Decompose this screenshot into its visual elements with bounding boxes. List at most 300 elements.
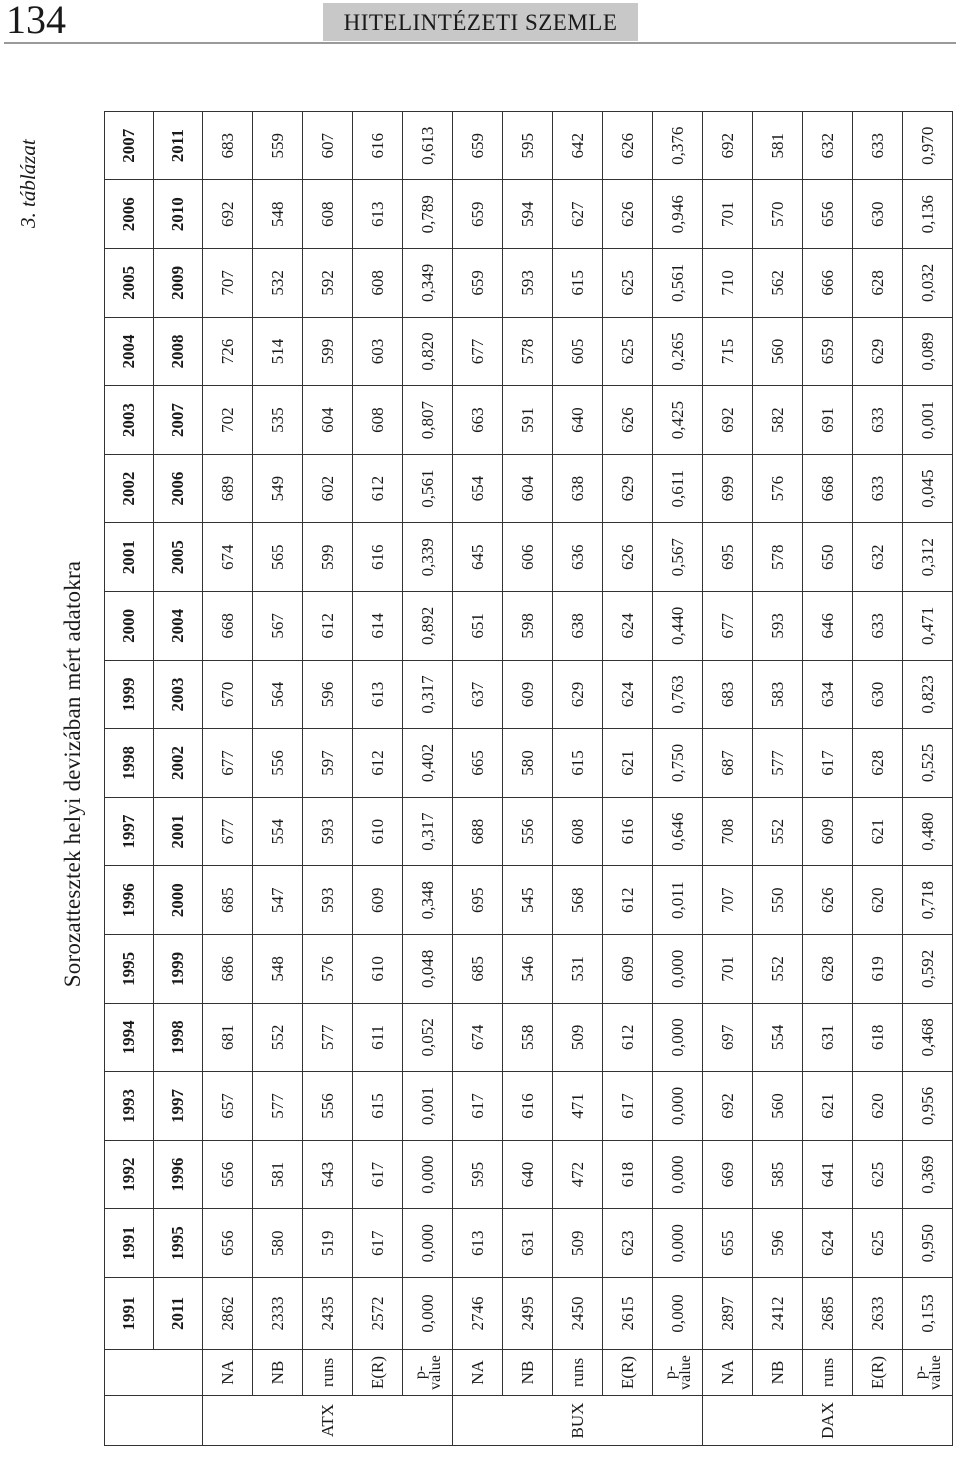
value-cell: 577 — [253, 1072, 303, 1141]
value-cell: 0,000 — [653, 1278, 703, 1350]
value-cell: 609 — [503, 660, 553, 729]
value-cell: 637 — [453, 660, 503, 729]
journal-title: HITELINTÉZETI SZEMLE — [343, 10, 618, 35]
value-cell: 0,970 — [903, 111, 953, 180]
header-start-year: 2007 — [105, 111, 154, 180]
value-cell: 625 — [853, 1209, 903, 1278]
value-cell: 605 — [553, 317, 603, 386]
header-start-year: 2003 — [105, 386, 154, 455]
value-cell: 0,823 — [903, 660, 953, 729]
value-cell: 616 — [503, 1072, 553, 1141]
value-cell: 595 — [503, 111, 553, 180]
value-cell: 609 — [803, 797, 853, 866]
value-cell: 548 — [253, 180, 303, 249]
value-cell: 629 — [603, 454, 653, 523]
value-cell: 602 — [303, 454, 353, 523]
value-cell: 617 — [803, 729, 853, 798]
value-cell: 608 — [353, 386, 403, 455]
value-cell: 618 — [603, 1140, 653, 1209]
value-cell: 646 — [803, 592, 853, 661]
value-cell: 514 — [253, 317, 303, 386]
header-row-start-years — [105, 111, 154, 1445]
value-cell: 641 — [803, 1140, 853, 1209]
value-cell: 631 — [503, 1209, 553, 1278]
value-cell: 0,718 — [903, 866, 953, 935]
value-cell: 657 — [203, 1072, 253, 1141]
value-cell: 677 — [453, 317, 503, 386]
value-cell: 0,000 — [403, 1140, 453, 1209]
value-cell: 0,001 — [903, 386, 953, 455]
value-cell: 0,032 — [903, 249, 953, 318]
value-cell: 577 — [303, 1003, 353, 1072]
value-cell: 609 — [353, 866, 403, 935]
metric-label-cell: NA — [203, 1350, 253, 1396]
table-row — [603, 111, 653, 1445]
value-cell: 596 — [303, 660, 353, 729]
value-cell: 621 — [803, 1072, 853, 1141]
value-cell: 697 — [703, 1003, 753, 1072]
value-cell: 519 — [303, 1209, 353, 1278]
header-end-year: 2008 — [154, 317, 203, 386]
value-cell: 0,045 — [903, 454, 953, 523]
table-row — [203, 111, 253, 1445]
value-cell: 627 — [553, 180, 603, 249]
value-cell: 0,000 — [653, 935, 703, 1004]
value-cell: 626 — [603, 523, 653, 592]
value-cell: 594 — [503, 180, 553, 249]
value-cell: 636 — [553, 523, 603, 592]
table-row — [253, 111, 303, 1445]
value-cell: 2412 — [753, 1278, 803, 1350]
value-cell: 701 — [703, 180, 753, 249]
value-cell: 0,376 — [653, 111, 703, 180]
value-cell: 655 — [703, 1209, 753, 1278]
value-cell: 565 — [253, 523, 303, 592]
metric-label-cell: p- value — [903, 1350, 953, 1396]
value-cell: 0,946 — [653, 180, 703, 249]
value-cell: 582 — [753, 386, 803, 455]
value-cell: 581 — [253, 1140, 303, 1209]
value-cell: 614 — [353, 592, 403, 661]
value-cell: 651 — [453, 592, 503, 661]
value-cell: 0,000 — [403, 1209, 453, 1278]
value-cell: 633 — [853, 592, 903, 661]
value-cell: 659 — [803, 317, 853, 386]
value-cell: 624 — [603, 660, 653, 729]
value-cell: 599 — [303, 523, 353, 592]
metric-label-cell: runs — [553, 1350, 603, 1396]
header-start-year: 1997 — [105, 797, 154, 866]
value-cell: 617 — [453, 1072, 503, 1141]
value-cell: 626 — [803, 866, 853, 935]
value-cell: 556 — [303, 1072, 353, 1141]
value-cell: 686 — [203, 935, 253, 1004]
index-name-cell — [353, 1396, 403, 1446]
value-cell: 692 — [703, 1072, 753, 1141]
index-name-cell — [403, 1396, 453, 1446]
value-cell: 629 — [553, 660, 603, 729]
value-cell: 2495 — [503, 1278, 553, 1350]
header-end-year: 2006 — [154, 454, 203, 523]
header-end-year: 2000 — [154, 866, 203, 935]
value-cell: 603 — [353, 317, 403, 386]
value-cell: 0,312 — [903, 523, 953, 592]
value-cell: 632 — [853, 523, 903, 592]
header-corner-cell — [154, 1350, 203, 1396]
value-cell: 685 — [203, 866, 253, 935]
header-row-end-years — [154, 111, 203, 1445]
value-cell: 593 — [303, 866, 353, 935]
value-cell: 670 — [203, 660, 253, 729]
value-cell: 0,348 — [403, 866, 453, 935]
value-cell: 2615 — [603, 1278, 653, 1350]
value-cell: 699 — [703, 454, 753, 523]
value-cell: 702 — [203, 386, 253, 455]
value-cell: 665 — [453, 729, 503, 798]
value-cell: 2435 — [303, 1278, 353, 1350]
value-cell: 715 — [703, 317, 753, 386]
value-cell: 578 — [503, 317, 553, 386]
header-start-year: 1991 — [105, 1278, 154, 1350]
table-row — [353, 111, 403, 1445]
value-cell: 707 — [203, 249, 253, 318]
value-cell: 0,011 — [653, 866, 703, 935]
header-corner-cell — [105, 1350, 154, 1396]
value-cell: 0,402 — [403, 729, 453, 798]
value-cell: 0,820 — [403, 317, 453, 386]
value-cell: 604 — [503, 454, 553, 523]
index-name-cell — [853, 1396, 903, 1446]
value-cell: 581 — [753, 111, 803, 180]
table-row — [903, 111, 953, 1445]
value-cell: 2746 — [453, 1278, 503, 1350]
value-cell: 0,153 — [903, 1278, 953, 1350]
value-cell: 0,048 — [403, 935, 453, 1004]
metric-label-cell: NB — [503, 1350, 553, 1396]
value-cell: 656 — [203, 1140, 253, 1209]
header-corner-cell — [105, 1396, 154, 1446]
header-end-year: 2011 — [154, 1278, 203, 1350]
value-cell: 554 — [753, 1003, 803, 1072]
value-cell: 692 — [703, 386, 753, 455]
table-row — [703, 111, 753, 1445]
value-cell: 556 — [503, 797, 553, 866]
header-start-year: 1999 — [105, 660, 154, 729]
value-cell: 618 — [853, 1003, 903, 1072]
value-cell: 598 — [503, 592, 553, 661]
header-end-year: 2005 — [154, 523, 203, 592]
value-cell: 610 — [353, 935, 403, 1004]
value-cell: 471 — [553, 1072, 603, 1141]
header-end-year: 2010 — [154, 180, 203, 249]
value-cell: 612 — [353, 729, 403, 798]
table-row — [553, 111, 603, 1445]
metric-label-cell: runs — [303, 1350, 353, 1396]
runs-test-table — [104, 111, 953, 1446]
value-cell: 659 — [453, 249, 503, 318]
value-cell: 640 — [503, 1140, 553, 1209]
index-name-cell — [653, 1396, 703, 1446]
header-end-year: 2011 — [154, 111, 203, 180]
value-cell: 552 — [753, 797, 803, 866]
value-cell: 688 — [453, 797, 503, 866]
value-cell: 681 — [203, 1003, 253, 1072]
index-name-cell — [503, 1396, 553, 1446]
value-cell: 547 — [253, 866, 303, 935]
value-cell: 668 — [203, 592, 253, 661]
journal-header-band — [323, 3, 638, 41]
value-cell: 0,468 — [903, 1003, 953, 1072]
value-cell: 570 — [753, 180, 803, 249]
value-cell: 623 — [603, 1209, 653, 1278]
header-start-year: 1993 — [105, 1072, 154, 1141]
header-start-year: 1991 — [105, 1209, 154, 1278]
table-row — [403, 111, 453, 1445]
value-cell: 0,425 — [653, 386, 703, 455]
value-cell: 634 — [803, 660, 853, 729]
value-cell: 580 — [253, 1209, 303, 1278]
index-name-cell — [603, 1396, 653, 1446]
value-cell: 626 — [603, 111, 653, 180]
value-cell: 674 — [453, 1003, 503, 1072]
table-row — [503, 111, 553, 1445]
value-cell: 638 — [553, 592, 603, 661]
value-cell: 628 — [803, 935, 853, 1004]
table-caption: Sorozattesztek helyi devizában mért adatokra — [60, 560, 85, 988]
value-cell: 552 — [253, 1003, 303, 1072]
value-cell: 2572 — [353, 1278, 403, 1350]
header-start-year: 2000 — [105, 592, 154, 661]
value-cell: 532 — [253, 249, 303, 318]
value-cell: 608 — [553, 797, 603, 866]
value-cell: 632 — [803, 111, 853, 180]
value-cell: 659 — [453, 180, 503, 249]
value-cell: 656 — [803, 180, 853, 249]
value-cell: 593 — [753, 592, 803, 661]
table-row — [753, 111, 803, 1445]
value-cell: 640 — [553, 386, 603, 455]
value-cell: 531 — [553, 935, 603, 1004]
header-start-year: 1992 — [105, 1140, 154, 1209]
value-cell: 535 — [253, 386, 303, 455]
table-row — [803, 111, 853, 1445]
value-cell: 0,052 — [403, 1003, 453, 1072]
value-cell: 685 — [453, 935, 503, 1004]
value-cell: 677 — [203, 797, 253, 866]
value-cell: 677 — [203, 729, 253, 798]
value-cell: 556 — [253, 729, 303, 798]
value-cell: 560 — [753, 1072, 803, 1141]
index-name-cell: ATX — [303, 1396, 353, 1446]
metric-label-cell: E(R) — [353, 1350, 403, 1396]
value-cell: 0,750 — [653, 729, 703, 798]
metric-label-cell: p- value — [653, 1350, 703, 1396]
value-cell: 666 — [803, 249, 853, 318]
value-cell: 2897 — [703, 1278, 753, 1350]
value-cell: 548 — [253, 935, 303, 1004]
page-number: 134 — [6, 0, 66, 42]
value-cell: 612 — [303, 592, 353, 661]
value-cell: 0,440 — [653, 592, 703, 661]
value-cell: 592 — [303, 249, 353, 318]
value-cell: 554 — [253, 797, 303, 866]
value-cell: 613 — [353, 180, 403, 249]
value-cell: 0,567 — [653, 523, 703, 592]
value-cell: 612 — [603, 866, 653, 935]
value-cell: 2450 — [553, 1278, 603, 1350]
value-cell: 593 — [303, 797, 353, 866]
value-cell: 567 — [253, 592, 303, 661]
value-cell: 0,000 — [403, 1278, 453, 1350]
value-cell: 612 — [353, 454, 403, 523]
header-start-year: 1995 — [105, 935, 154, 1004]
value-cell: 583 — [753, 660, 803, 729]
value-cell: 576 — [303, 935, 353, 1004]
value-cell: 591 — [503, 386, 553, 455]
value-cell: 0,789 — [403, 180, 453, 249]
header-end-year: 2009 — [154, 249, 203, 318]
value-cell: 625 — [603, 249, 653, 318]
value-cell: 564 — [253, 660, 303, 729]
value-cell: 613 — [453, 1209, 503, 1278]
value-cell: 593 — [503, 249, 553, 318]
value-cell: 633 — [853, 454, 903, 523]
value-cell: 624 — [803, 1209, 853, 1278]
index-name-cell — [703, 1396, 753, 1446]
header-start-year: 2004 — [105, 317, 154, 386]
value-cell: 669 — [703, 1140, 753, 1209]
value-cell: 0,317 — [403, 797, 453, 866]
value-cell: 611 — [353, 1003, 403, 1072]
header-start-year: 1996 — [105, 866, 154, 935]
value-cell: 2333 — [253, 1278, 303, 1350]
value-cell: 630 — [853, 660, 903, 729]
value-cell: 0,265 — [653, 317, 703, 386]
metric-label-cell: E(R) — [603, 1350, 653, 1396]
value-cell: 638 — [553, 454, 603, 523]
value-cell: 607 — [303, 111, 353, 180]
value-cell: 683 — [703, 660, 753, 729]
value-cell: 558 — [503, 1003, 553, 1072]
value-cell: 599 — [303, 317, 353, 386]
value-cell: 585 — [753, 1140, 803, 1209]
value-cell: 578 — [753, 523, 803, 592]
value-cell: 619 — [853, 935, 903, 1004]
value-cell: 687 — [703, 729, 753, 798]
value-cell: 0,950 — [903, 1209, 953, 1278]
header-start-year: 1994 — [105, 1003, 154, 1072]
value-cell: 0,000 — [653, 1003, 703, 1072]
value-cell: 701 — [703, 935, 753, 1004]
value-cell: 546 — [503, 935, 553, 1004]
value-cell: 610 — [353, 797, 403, 866]
rotated-table-block — [0, 98, 960, 1450]
value-cell: 608 — [353, 249, 403, 318]
index-name-cell: DAX — [803, 1396, 853, 1446]
value-cell: 509 — [553, 1209, 603, 1278]
value-cell: 615 — [553, 249, 603, 318]
metric-label-cell: E(R) — [853, 1350, 903, 1396]
value-cell: 562 — [753, 249, 803, 318]
value-cell: 617 — [353, 1140, 403, 1209]
value-cell: 626 — [603, 386, 653, 455]
header-end-year: 1999 — [154, 935, 203, 1004]
table-label: 3. táblázat — [16, 139, 40, 228]
value-cell: 624 — [603, 592, 653, 661]
header-start-year: 2002 — [105, 454, 154, 523]
value-cell: 0,089 — [903, 317, 953, 386]
value-cell: 0,480 — [903, 797, 953, 866]
metric-label-cell: runs — [803, 1350, 853, 1396]
header-start-year: 2001 — [105, 523, 154, 592]
value-cell: 615 — [353, 1072, 403, 1141]
header-end-year: 2003 — [154, 660, 203, 729]
table-row — [453, 111, 503, 1445]
header-end-year: 2001 — [154, 797, 203, 866]
header-start-year: 2006 — [105, 180, 154, 249]
value-cell: 0,892 — [403, 592, 453, 661]
value-cell: 0,000 — [653, 1072, 703, 1141]
value-cell: 695 — [703, 523, 753, 592]
value-cell: 668 — [803, 454, 853, 523]
value-cell: 726 — [203, 317, 253, 386]
value-cell: 659 — [453, 111, 503, 180]
value-cell: 0,136 — [903, 180, 953, 249]
value-cell: 0,349 — [403, 249, 453, 318]
value-cell: 0,561 — [653, 249, 703, 318]
table-row — [653, 111, 703, 1445]
value-cell: 707 — [703, 866, 753, 935]
value-cell: 692 — [703, 111, 753, 180]
value-cell: 616 — [353, 111, 403, 180]
value-cell: 613 — [353, 660, 403, 729]
value-cell: 625 — [853, 1140, 903, 1209]
value-cell: 543 — [303, 1140, 353, 1209]
value-cell: 577 — [753, 729, 803, 798]
metric-label-cell: NA — [453, 1350, 503, 1396]
metric-label-cell: NB — [753, 1350, 803, 1396]
metric-label-cell: NB — [253, 1350, 303, 1396]
table-row — [853, 111, 903, 1445]
value-cell: 674 — [203, 523, 253, 592]
value-cell: 552 — [753, 935, 803, 1004]
value-cell: 630 — [853, 180, 903, 249]
value-cell: 708 — [703, 797, 753, 866]
value-cell: 0,807 — [403, 386, 453, 455]
value-cell: 472 — [553, 1140, 603, 1209]
value-cell: 642 — [553, 111, 603, 180]
value-cell: 597 — [303, 729, 353, 798]
value-cell: 580 — [503, 729, 553, 798]
index-name-cell — [753, 1396, 803, 1446]
value-cell: 621 — [603, 729, 653, 798]
value-cell: 631 — [803, 1003, 853, 1072]
value-cell: 612 — [603, 1003, 653, 1072]
value-cell: 604 — [303, 386, 353, 455]
value-cell: 677 — [703, 592, 753, 661]
metric-label-cell: p- value — [403, 1350, 453, 1396]
value-cell: 606 — [503, 523, 553, 592]
value-cell: 616 — [353, 523, 403, 592]
header-end-year: 1995 — [154, 1209, 203, 1278]
value-cell: 628 — [853, 729, 903, 798]
value-cell: 616 — [603, 797, 653, 866]
header-end-year: 2002 — [154, 729, 203, 798]
header-start-year: 2005 — [105, 249, 154, 318]
value-cell: 2685 — [803, 1278, 853, 1350]
header-end-year: 1998 — [154, 1003, 203, 1072]
table-row — [303, 111, 353, 1445]
